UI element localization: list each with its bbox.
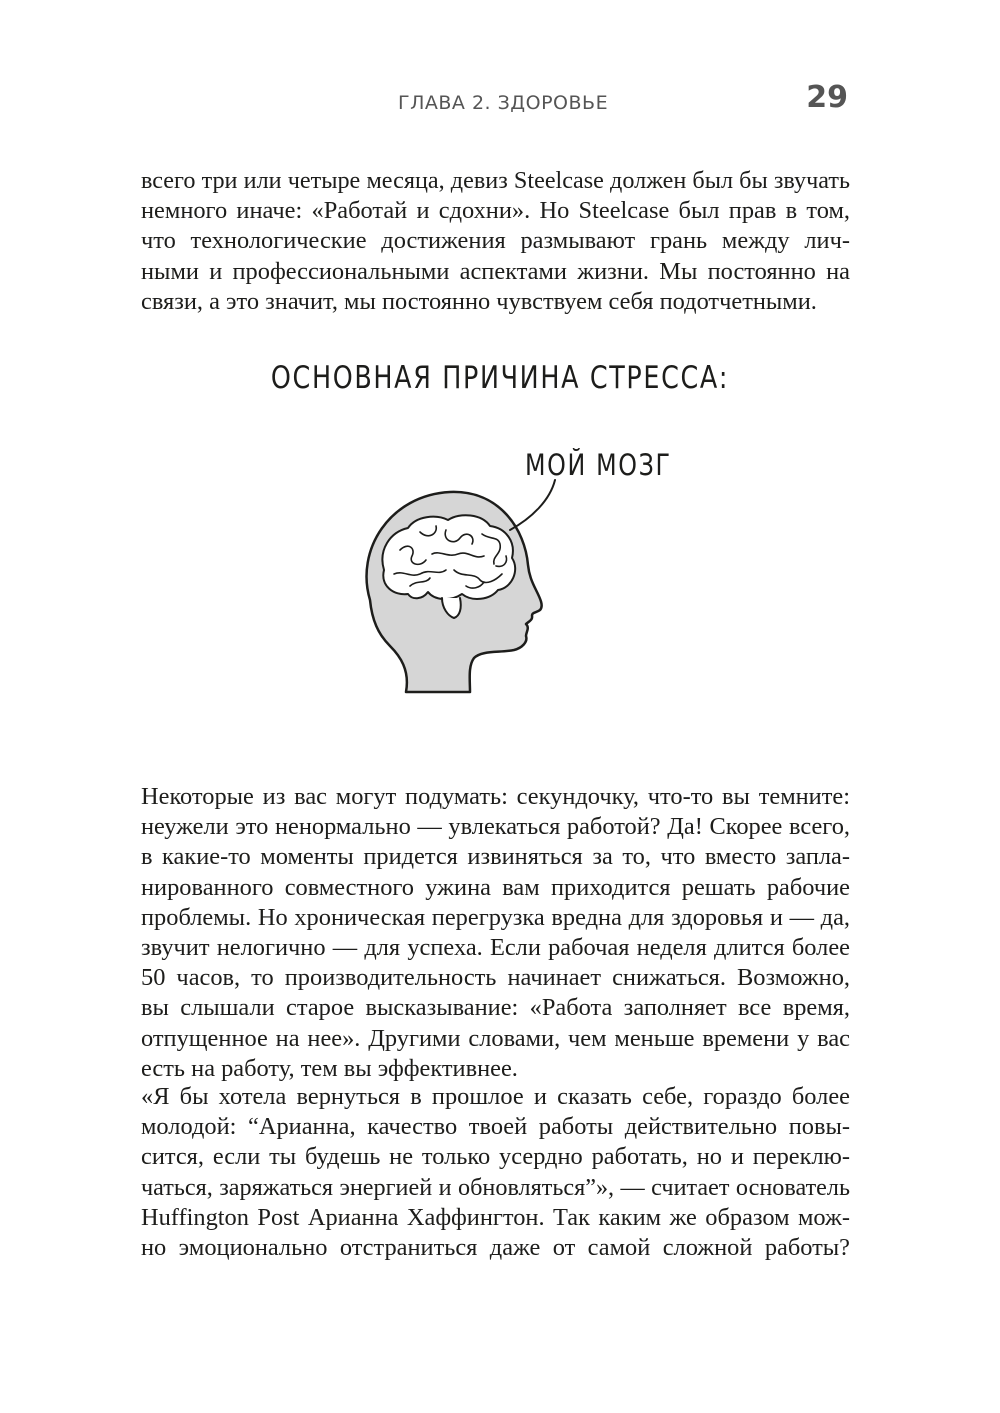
page-number: 29 bbox=[806, 80, 848, 115]
text-line: всего три или четыре месяца, девиз Steelcase должен был бы звучать bbox=[141, 167, 850, 194]
text-line: сится, если ты будешь не только усердно работать, но и переклю- bbox=[141, 1143, 850, 1171]
text-line: «Я бы хотела вернуться в прошлое и сказать себе, гораздо более bbox=[141, 1083, 850, 1110]
text-line: но эмоционально отстраниться даже от самой сложной работы? bbox=[141, 1234, 850, 1262]
text-line: что технологические достижения размывают грань между лич- bbox=[141, 227, 850, 255]
running-head: ГЛАВА 2. ЗДОРОВЬЕ bbox=[398, 92, 609, 114]
text-line: Huffington Post Арианна Хаффингтон. Так каким же образом мож- bbox=[141, 1203, 850, 1231]
text-line: молодой: “Арианна, качество твоей работы действительно повы- bbox=[141, 1113, 850, 1141]
paragraph-1 bbox=[141, 166, 850, 317]
text-line: неужели это ненормально — увлекаться работой? Да! Скорее всего, bbox=[141, 813, 850, 841]
paragraph-2 bbox=[141, 782, 850, 1084]
text-line: 50 часов, то производительность начинает снижаться. Возможно, bbox=[141, 964, 850, 992]
text-line: Некоторые из вас могут подумать: секундочку, что-то вы темните: bbox=[141, 783, 850, 810]
text-line: немного иначе: «Работай и сдохни». Но Steelcase был прав в том, bbox=[141, 197, 850, 225]
illustration-label: МОЙ МОЗГ bbox=[525, 448, 672, 482]
text-line: есть на работу, тем вы эффективнее. bbox=[141, 1054, 518, 1082]
text-line: ными и профессиональными аспектами жизни. Мы постоянно на bbox=[141, 257, 850, 285]
text-line: проблемы. Но хроническая перегрузка вредна для здоровья и — да, bbox=[141, 903, 850, 931]
text-line: связи, а это значит, мы постоянно чувствуем себя подотчетными. bbox=[141, 287, 817, 315]
text-line: отпущенное на нее». Другими словами, чем меньше времени у вас bbox=[141, 1024, 850, 1052]
illustration-title: ОСНОВНАЯ ПРИЧИНА СТРЕССА: bbox=[270, 360, 730, 396]
text-line: нированного совместного ужина вам приходится решать рабочие bbox=[141, 873, 850, 901]
head-brain-illustration bbox=[350, 470, 590, 710]
text-line: в какие-то моменты придется извиняться за то, что вместо запла- bbox=[141, 843, 850, 871]
text-line: звучит нелогично — для успеха. Если рабочая неделя длится более bbox=[141, 934, 850, 962]
paragraph-3 bbox=[141, 1082, 850, 1263]
pointer-line bbox=[510, 480, 555, 530]
text-line: вы слышали старое высказывание: «Работа заполняет все время, bbox=[141, 994, 850, 1022]
text-line: чаться, заряжаться энергией и обновляться”», — считает основатель bbox=[141, 1173, 850, 1201]
